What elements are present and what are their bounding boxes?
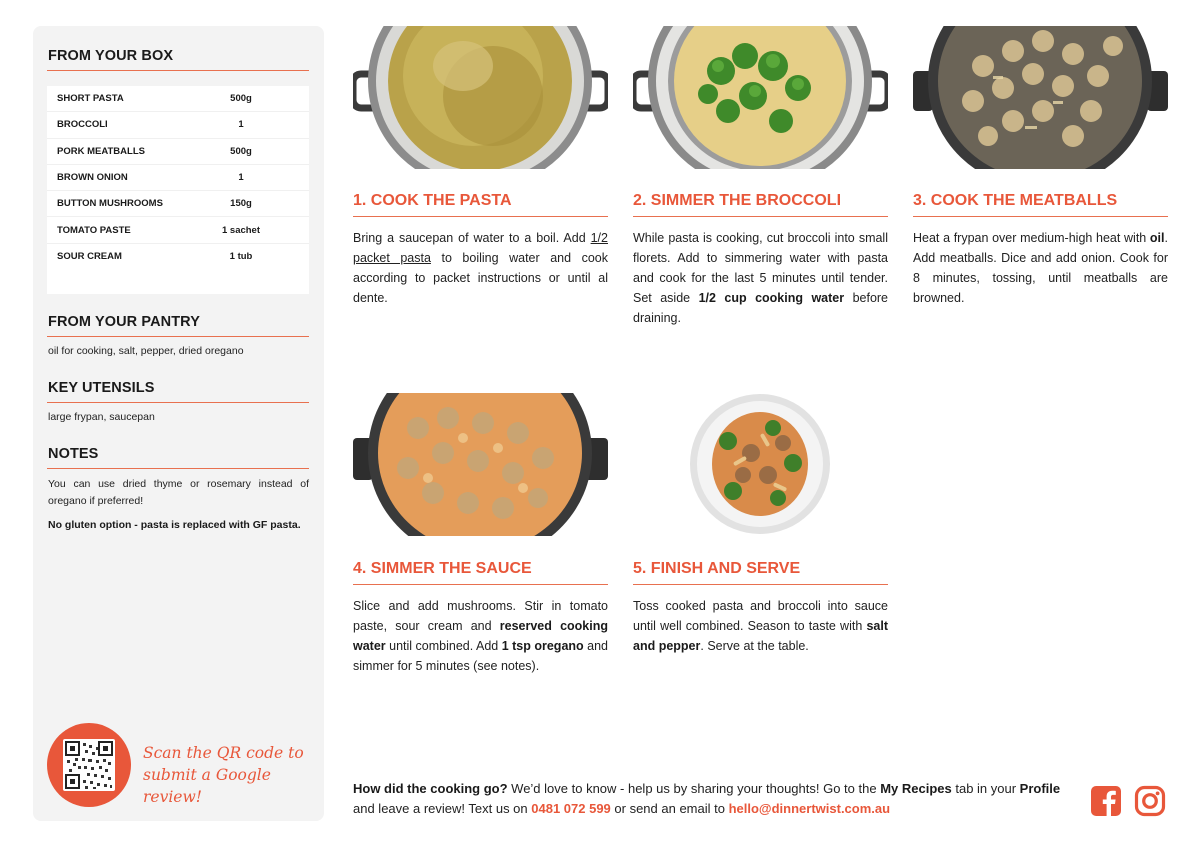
box-ingredient-row xyxy=(47,244,309,270)
ingredient-quantity: 150g xyxy=(230,198,252,210)
text-segment: or send an email to xyxy=(610,801,729,816)
pantry-text: oil for cooking, salt, pepper, dried oregano xyxy=(48,345,244,357)
text-segment: . Add meatballs. Dice and add onion. Cook for 8 minutes, tossing, until meatballs are browned. xyxy=(913,231,1168,305)
step-1-photo xyxy=(353,26,608,169)
step-3-body xyxy=(913,228,1168,308)
step-5-photo xyxy=(633,393,888,536)
ingredient-quantity: 500g xyxy=(230,145,252,157)
review-footer xyxy=(353,779,1073,819)
qr-cta-line-1: Scan the QR code to xyxy=(143,744,304,762)
box-heading-rule xyxy=(47,70,309,71)
notes-text: You can use dried thyme or rosemary instead of oregano if preferred! xyxy=(48,478,309,507)
qr-cta-line-2: submit a Google review! xyxy=(143,766,271,806)
step-1-title: 1. COOK THE PASTA xyxy=(353,192,512,209)
step-2-rule xyxy=(633,216,888,217)
ingredient-quantity: 1 tub xyxy=(229,251,253,263)
step-2-photo xyxy=(633,26,888,169)
from-your-box-heading: FROM YOUR BOX xyxy=(48,48,174,64)
ingredient-quantity: 1 sachet xyxy=(221,224,261,236)
utensils-text: large frypan, saucepan xyxy=(48,411,155,423)
instagram-icon[interactable] xyxy=(1134,785,1166,817)
step-3-rule xyxy=(913,216,1168,217)
box-ingredient-row xyxy=(47,86,309,112)
step-2-title: 2. SIMMER THE BROCCOLI xyxy=(633,192,842,209)
box-ingredient-row xyxy=(47,112,309,138)
text-segment: and leave a review! Text us on xyxy=(353,801,532,816)
step-3-photo xyxy=(913,26,1168,169)
ingredient-name: BUTTON MUSHROOMS xyxy=(57,198,163,210)
ingredients-sidebar xyxy=(33,26,324,821)
ingredient-name: SHORT PASTA xyxy=(57,93,124,105)
ingredient-name: BROWN ONION xyxy=(57,172,128,184)
utensils-heading-rule xyxy=(47,402,309,403)
ingredient-name: TOMATO PASTE xyxy=(57,224,131,236)
key-utensils-heading: KEY UTENSILS xyxy=(48,380,155,396)
text-segment: reserved cooking water xyxy=(353,619,608,653)
text-segment: My Recipes xyxy=(880,781,952,796)
step-4-photo xyxy=(353,393,608,536)
text-segment: and simmer for 5 minutes (see notes). xyxy=(353,639,609,673)
text-segment: . Serve at the table. xyxy=(700,639,809,653)
ingredient-name: SOUR CREAM xyxy=(57,251,122,263)
text-segment: before draining. xyxy=(633,291,889,325)
notes-heading-rule xyxy=(47,468,309,469)
text-segment: Toss cooked pasta and broccoli into sauce until well combined. Season to taste with xyxy=(633,599,888,633)
ingredient-name: PORK MEATBALLS xyxy=(57,145,145,157)
text-segment: to boiling water and cook according to packet instructions or until al dente. xyxy=(353,251,608,305)
step-1-body xyxy=(353,228,608,308)
box-ingredients-table xyxy=(47,86,309,294)
qr-call-to-action xyxy=(143,742,313,808)
facebook-icon[interactable] xyxy=(1090,785,1122,817)
box-ingredient-row xyxy=(47,191,309,217)
ingredient-name: BROCCOLI xyxy=(57,119,108,131)
step-2-body xyxy=(633,228,888,328)
step-5-title: 5. FINISH AND SERVE xyxy=(633,560,801,577)
text-segment: Bring a saucepan of water to a boil. Add xyxy=(353,231,591,245)
text-segment: tab in your xyxy=(951,781,1020,796)
step-3-title: 3. COOK THE MEATBALLS xyxy=(913,192,1118,209)
text-segment: While pasta is cooking, cut broccoli into small florets. Add to simmering water with pasta and cook for the last 5 minutes until tender. Set aside xyxy=(633,231,888,305)
text-segment: Slice and add mushrooms. Stir in tomato paste, sour cream and xyxy=(353,599,608,633)
step-4-body xyxy=(353,596,608,676)
text-segment: salt and pepper xyxy=(633,619,888,653)
step-5-body xyxy=(633,596,888,656)
text-segment: 1 tsp oregano xyxy=(501,639,584,653)
box-ingredient-row xyxy=(47,165,309,191)
box-ingredient-row xyxy=(47,139,309,165)
text-segment: oil xyxy=(1149,231,1165,245)
qr-badge xyxy=(47,723,131,807)
step-5-rule xyxy=(633,584,888,585)
step-4-rule xyxy=(353,584,608,585)
text-segment: until combined. Add xyxy=(385,639,502,653)
contact-link[interactable]: hello@dinnertwist.com.au xyxy=(728,801,891,816)
text-segment: 1/2 cup cooking water xyxy=(698,291,845,305)
notes-heading: NOTES xyxy=(48,446,99,462)
text-segment: Heat a frypan over medium-high heat with xyxy=(913,231,1150,245)
from-your-pantry-heading: FROM YOUR PANTRY xyxy=(48,314,200,330)
ingredient-quantity: 1 xyxy=(238,172,244,184)
step-4-title: 4. SIMMER THE SAUCE xyxy=(353,560,532,577)
pantry-heading-rule xyxy=(47,336,309,337)
contact-link[interactable]: 0481 072 599 xyxy=(531,801,611,816)
qr-code-icon[interactable] xyxy=(63,739,115,791)
text-segment: 1/2 packet pasta xyxy=(353,231,608,265)
text-segment: Profile xyxy=(1019,781,1061,796)
ingredient-quantity: 1 xyxy=(238,119,244,131)
text-segment: We’d love to know - help us by sharing your thoughts! Go to the xyxy=(507,781,881,796)
step-1-rule xyxy=(353,216,608,217)
text-segment: How did the cooking go? xyxy=(353,781,508,796)
box-ingredient-row xyxy=(47,217,309,243)
ingredient-quantity: 500g xyxy=(230,93,252,105)
notes-gluten-text: No gluten option - pasta is replaced with GF pasta. xyxy=(48,519,301,531)
